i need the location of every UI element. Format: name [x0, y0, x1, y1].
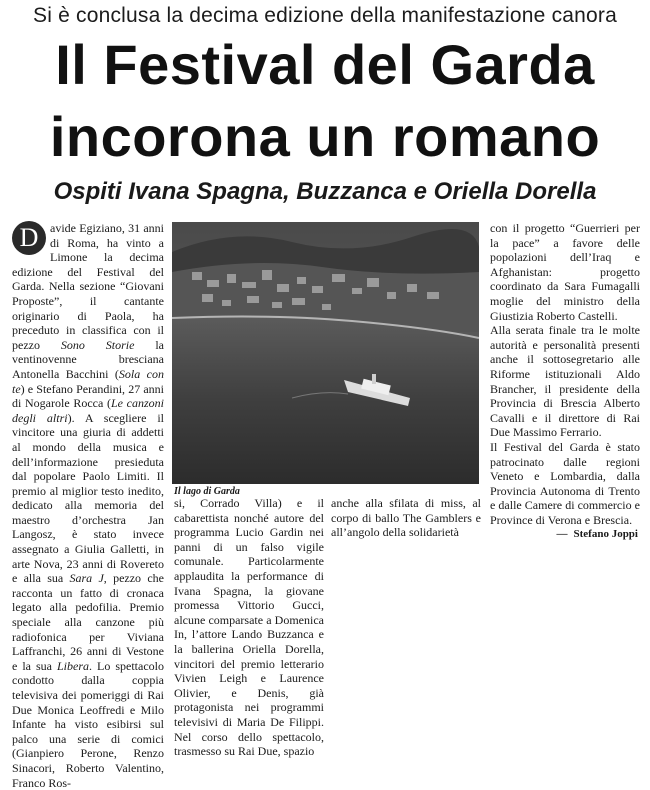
- italic-title-run: Sono Storie: [60, 337, 135, 352]
- article-kicker: Si è conclusa la decima edizione della manifestazione canora: [32, 4, 617, 27]
- drop-cap: D: [12, 221, 46, 255]
- article-byline: [557, 528, 639, 540]
- column-2-text: si, Corrado Villa) e il cabarettista nonché autore del programma Lucio Gardin nei panni di un falso vigile comunale. Particolarmente applaudita la performance di Ivana Spagna, la giovane promessa Vittorio Gucci, alcune comparsate a Domenica In, l’attore Lando Buzzanca e la ballerina Oriella Dorella, vincitori del premio letterario Vivien Leigh e Laurence Olivier, e Denis, già protagonista nei programmi televisivi di Maria De Filippi. Nel corso dello spettacolo, trasmesso su Rai Due, spazio: [174, 496, 324, 759]
- italic-title-run: Sola con te: [12, 366, 164, 396]
- headline-line-2: incorona un romano: [49, 105, 601, 168]
- column-4-paragraph-1: con il progetto “Guerrieri per la pace” a favore delle popolazioni dell’Iraq e Afghanistan: progetto coordinato da Sara Fumagalli moglie del ministro della Giustizia Roberto Castelli.: [490, 221, 640, 323]
- column-3-text: anche alla sfilata di miss, al corpo di ballo The Gamblers e all’angolo della solidarietà: [331, 496, 481, 540]
- italic-title-run: Le canzoni degli altri: [12, 396, 164, 425]
- text-run: , pezzo che racconta un fatto di cronaca legato alla pedofilia. Premio speciale alla canzone più radiofonica per Viviana Laffranchi, 26 anni di Vestone e la sua: [12, 571, 164, 673]
- byline-author: Stefano Joppi: [573, 528, 638, 540]
- text-run: avide Egiziano, 31 anni di Roma, ha vinto a Limone la decima edizione del Festival del Garda. Nella sezione “Giovani Proposte”, il cantante originario di Paola, ha preceduto in classifica con il pezzo: [12, 221, 164, 352]
- text-run: . Lo spettacolo condotto dalla coppia televisiva dei pomeriggi di Rai Due Monica Leoffredi e Milo Infante ha visto esibirsi sul palco una serie di comici (Gianpiero Perone, Renzo Sinacori, Roberto Valentino, Franco Ros-: [12, 658, 165, 790]
- text-run: ). A scegliere il vincitore una giuria di addetti al mondo della musica e dell’informazione presieduta dal popolare Paolo Limiti. Il premio al miglior testo inedito, dedicato alla memoria del maestro d’orchestra Jan Langosz, è stato invece assegnato a Giulia Galletti, in arte Nova, 23 anni di Rovereto e alla sua: [12, 410, 164, 586]
- article-column-3: [331, 496, 481, 540]
- article-column-2: [174, 496, 324, 759]
- lake-aerial-image: [172, 222, 479, 484]
- italic-title-run: Sara J: [69, 571, 104, 586]
- article-column-4: [490, 221, 640, 527]
- photo-caption: Il lago di Garda: [174, 486, 240, 497]
- lake-garda-photo: [172, 222, 479, 484]
- article-subheadline: Ospiti Ivana Spagna, Buzzanca e Oriella Dorella: [53, 178, 597, 205]
- article-column-1: [12, 221, 164, 790]
- column-4-paragraph-2: Alla serata finale tra le molte autorità e personalità presenti anche il sottosegretario alle Riforme istituzionali Aldo Brancher, il presidente della Provincia di Brescia Alberto Cavalli e il direttore di Rai Due Massimo Ferrario.: [490, 323, 640, 440]
- headline-line-1: Il Festival del Garda: [55, 33, 595, 96]
- column-4-paragraph-3: Il Festival del Garda è stato patrocinato dalle regioni Veneto e Lombardia, dalla Provincia Autonoma di Trento e dalle Camere di commercio e Province di Verona e Brescia.: [490, 439, 640, 527]
- italic-title-run: Libera: [57, 658, 90, 673]
- text-run: la ventinovenne bresciana Antonella Bacchini (: [12, 337, 164, 381]
- byline-dash-icon: —: [556, 528, 568, 540]
- column-1-text: [12, 221, 164, 790]
- text-run: ) e Stefano Perandini, 27 anni di Nogarole Rocca (: [12, 381, 164, 411]
